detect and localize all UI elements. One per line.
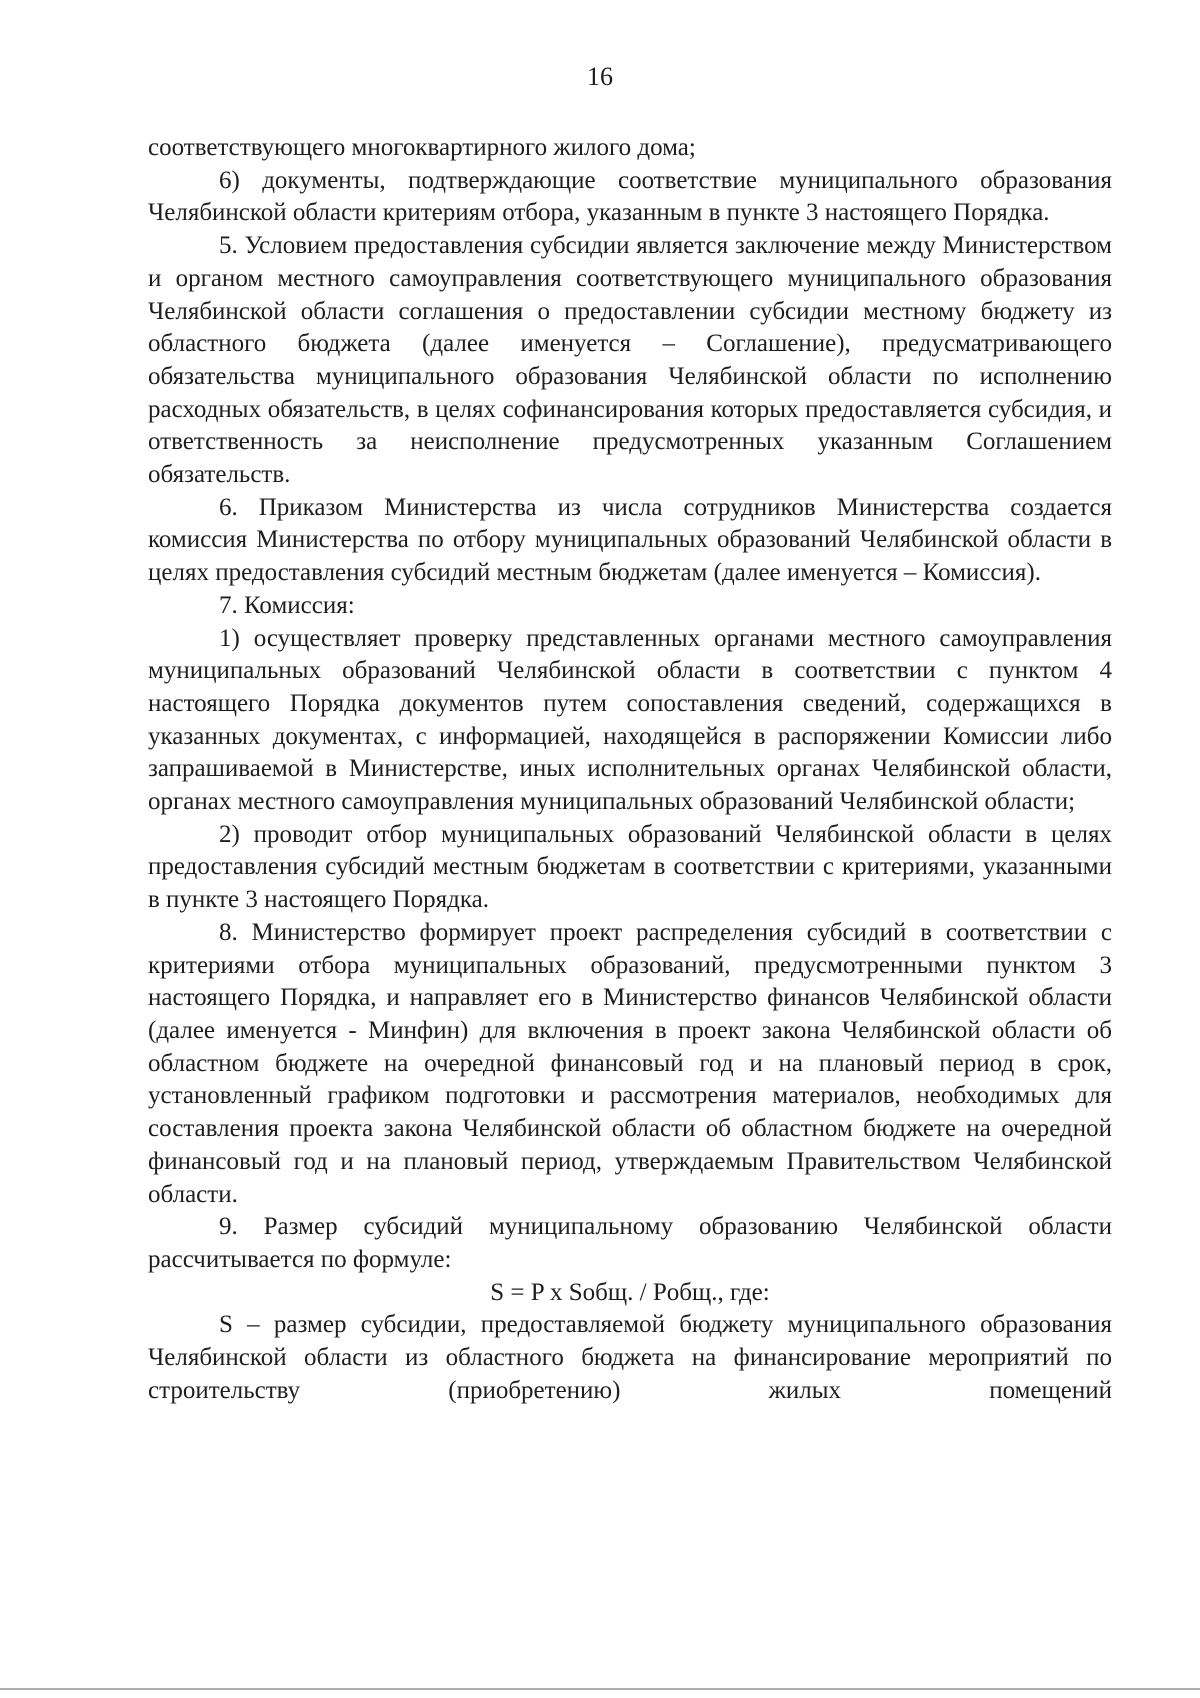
paragraph-clause-7: 7. Комиссия: — [219, 591, 355, 619]
paragraph-clause-7-item-2: 2) проводит отбор муниципальных образований Челябинской области в целях предоставления субсидий местным бюджетам в соответствии с критериями, указанными в пункте 3 настоящего Порядка. — [148, 820, 1112, 914]
paragraph-clause-8: 8. Министерство формирует проект распределения субсидий в соответствии с критериями отбора муниципальных образований, предусмотренными пунктом 3 настоящего Порядка, и направляет его в Министерство финансов Челябинской области (далее именуется - Минфин) для включения в проект закона Челябинской области об областном бюджете на очередной финансовый год и на плановый период в срок, установленный графиком подготовки и рассмотрения материалов, необходимых для составления проекта закона Челябинской области об областном бюджете на очередной финансовый год и на плановый период, утверждаемым Правительством Челябинской области. — [148, 918, 1112, 1208]
formula: S = P x Sобщ. / Pобщ., где: — [490, 1278, 770, 1306]
scan-edge-line — [0, 1688, 1200, 1690]
paragraph-clause-5: 5. Условием предоставления субсидии является заключение между Министерством и органом местного самоуправления соответствующего муниципального образования Челябинской области соглашения о предоставлении субсидии местному бюджету из областного бюджета (далее именуется – Соглашение), предусматривающего обязательства муниципального образования Челябинской области по исполнению расходных обязательств, в целях софинансирования которых предоставляется субсидия, и ответственность за неисполнение предусмотренных указанным Соглашением обязательств. — [148, 232, 1112, 489]
paragraph-clause-6: 6. Приказом Министерства из числа сотрудников Министерства создается комиссия Министерства по отбору муниципальных образований Челябинской области в целях предоставления субсидий местным бюджетам (далее именуется – Комиссия). — [148, 493, 1112, 587]
paragraph-item-6-documents: 6) документы, подтверждающие соответствие муниципального образования Челябинской области критериям отбора, указанным в пункте 3 настоящего Порядка. — [148, 166, 1112, 227]
paragraph-continuation: соответствующего многоквартирного жилого дома; — [148, 134, 696, 161]
paragraph-formula-definition-s: S – размер субсидии, предоставляемой бюджету муниципального образования Челябинской области из областного бюджета на финансирование мероприятий по строительству (приобретению) жилых помещений — [148, 1311, 1112, 1404]
paragraph-clause-9: 9. Размер субсидий муниципальному образованию Челябинской области рассчитывается по формуле: — [148, 1213, 1112, 1273]
paragraph-clause-7-item-1: 1) осуществляет проверку представленных органами местного самоуправления муниципальных образований Челябинской области в соответствии с пунктом 4 настоящего Порядка документов путем сопоставления сведений, содержащихся в указанных документах, с информацией, находящейся в распоряжении Комиссии либо запрашиваемой в Министерстве, иных исполнительных органах Челябинской области, органах местного самоуправления муниципальных образований Челябинской области; — [148, 624, 1112, 816]
page-number: 16 — [587, 62, 613, 91]
document-body — [148, 132, 1112, 1407]
